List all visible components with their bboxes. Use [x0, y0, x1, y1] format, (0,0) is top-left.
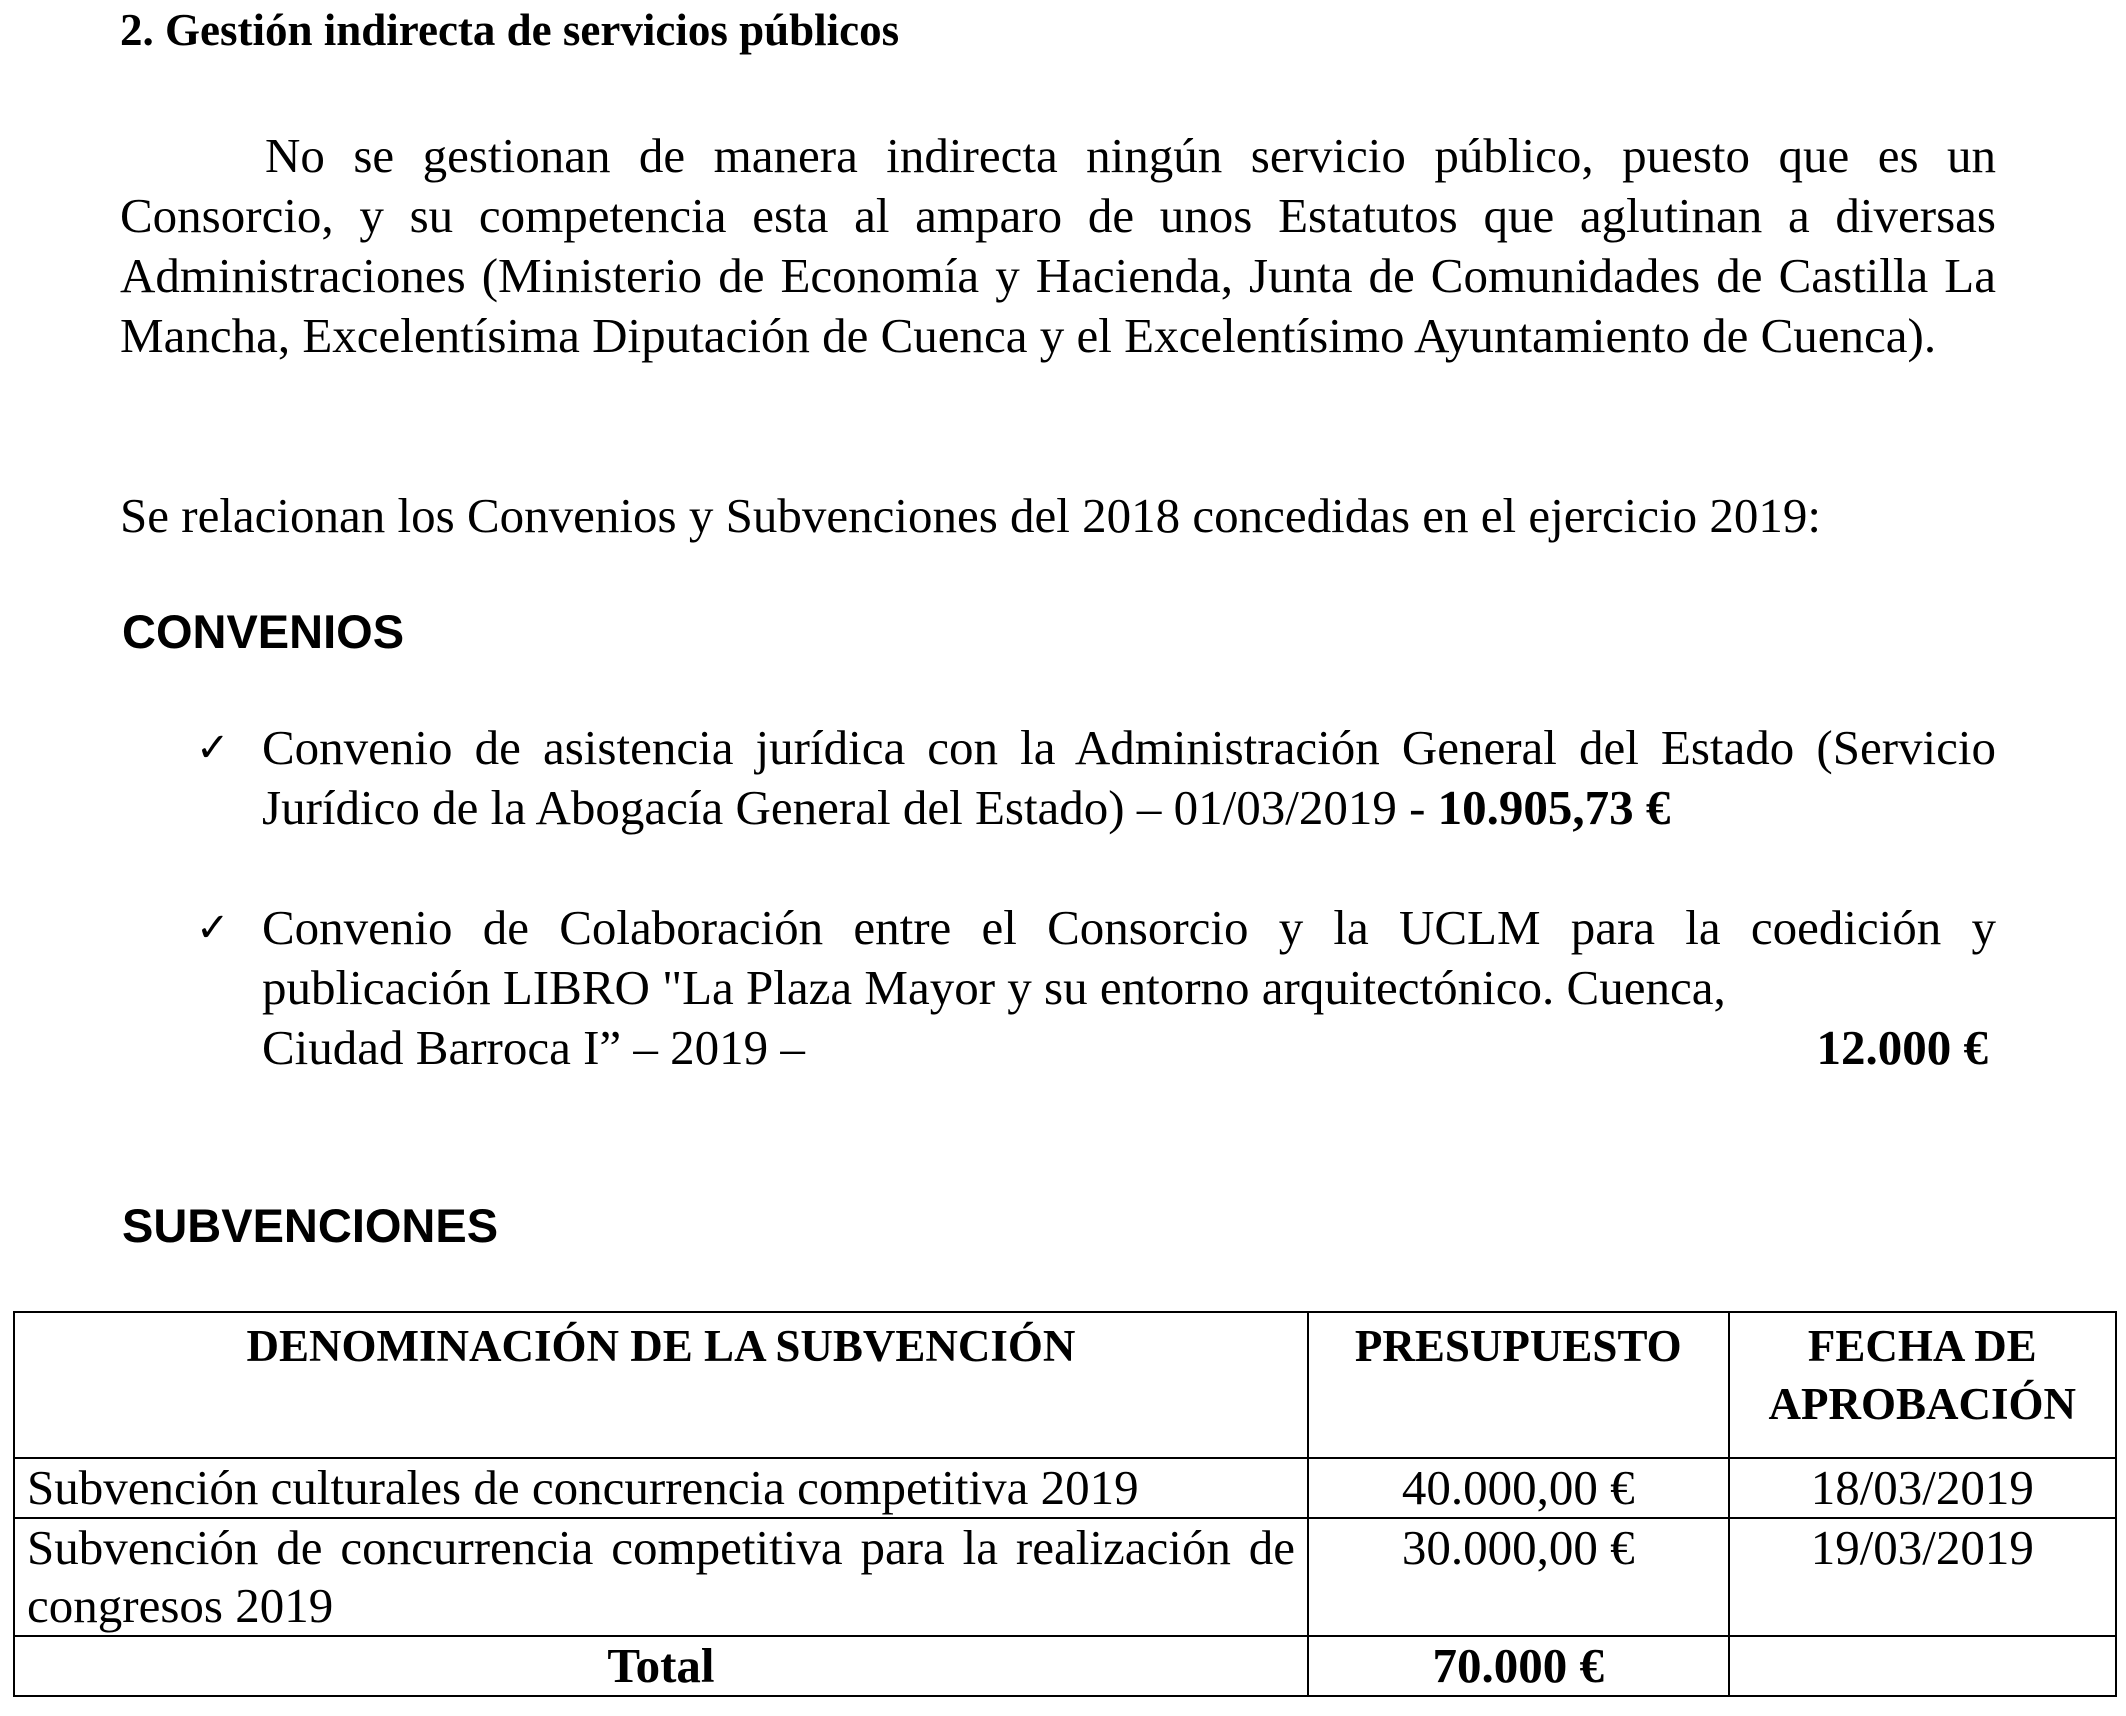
convenio-description: Convenio de Colaboración entre el Consorcio y la UCLM para la coedición y publicación LIBRO "La Plaza Mayor y su entorno arquitectónico. Cuenca,	[262, 900, 1996, 1015]
table-row	[14, 1518, 2116, 1636]
header-denominacion: DENOMINACIÓN DE LA SUBVENCIÓN	[14, 1312, 1308, 1458]
relation-paragraph: Se relacionan los Convenios y Subvenciones del 2018 concedidas en el ejercicio 2019:	[120, 488, 1821, 543]
subvenciones-table	[13, 1311, 2117, 1697]
convenio-description: Convenio de asistencia jurídica con la Administración General del Estado (Servicio Jurídico de la Abogacía General del Estado) – 01/03/2019 -	[262, 720, 1996, 835]
cell-fecha: 18/03/2019	[1729, 1458, 2116, 1518]
table-header-row	[14, 1312, 2116, 1458]
cell-presupuesto: 30.000,00 €	[1308, 1518, 1729, 1636]
convenio-amount: 12.000 €	[1816, 1020, 1988, 1075]
convenio-item	[196, 718, 1996, 838]
convenios-heading: CONVENIOS	[122, 605, 405, 658]
table-row	[14, 1458, 2116, 1518]
cell-denominacion: Subvención de concurrencia competitiva para la realización de congresos 2019	[14, 1518, 1308, 1636]
check-icon: ✓	[196, 905, 230, 951]
convenio-text	[262, 718, 1996, 838]
convenio-description-end: Ciudad Barroca I” – 2019 –	[262, 1020, 805, 1075]
total-row	[14, 1636, 2116, 1696]
cell-fecha: 19/03/2019	[1729, 1518, 2116, 1636]
intro-paragraph: No se gestionan de manera indirecta ningún servicio público, puesto que es un Consorcio, y su competencia esta al amparo de unos Estatutos que aglutinan a diversas Administraciones (Ministerio de Economía y Hacienda, Junta de Comunidades de Castilla La Mancha, Excelentísima Diputación de Cuenca y el Excelentísimo Ayuntamiento de Cuenca).	[120, 128, 1996, 363]
section-title: 2. Gestión indirecta de servicios públicos	[120, 5, 900, 55]
convenio-item	[196, 898, 1996, 1078]
header-presupuesto: PRESUPUESTO	[1308, 1312, 1729, 1458]
subvenciones-heading: SUBVENCIONES	[122, 1199, 499, 1252]
cell-presupuesto: 40.000,00 €	[1308, 1458, 1729, 1518]
convenio-last-line	[262, 1018, 1996, 1078]
header-fecha: FECHA DE APROBACIÓN	[1729, 1312, 2116, 1458]
check-icon: ✓	[196, 725, 230, 771]
cell-denominacion: Subvención culturales de concurrencia competitiva 2019	[14, 1458, 1308, 1518]
convenio-amount: 10.905,73 €	[1437, 780, 1671, 835]
total-value: 70.000 €	[1308, 1636, 1729, 1696]
total-label: Total	[14, 1636, 1308, 1696]
total-empty-cell	[1729, 1636, 2116, 1696]
